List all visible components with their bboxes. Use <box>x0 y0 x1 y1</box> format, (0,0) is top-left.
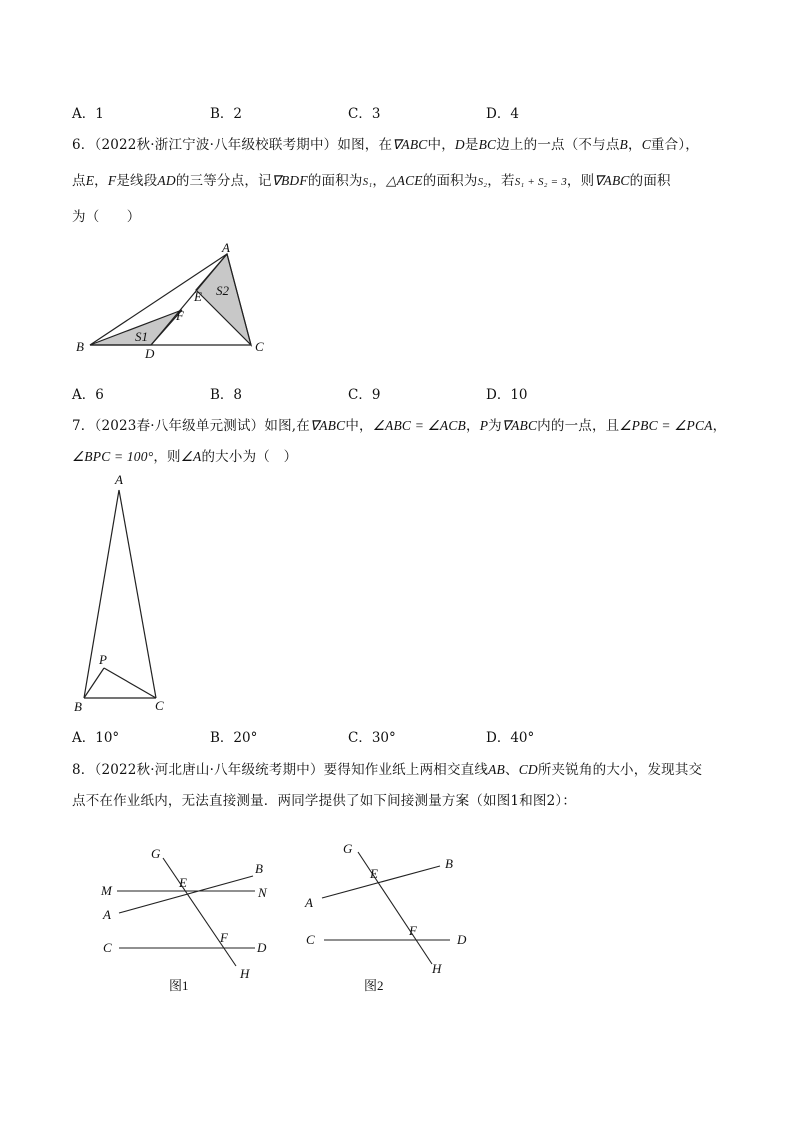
fig1-label-n: N <box>258 885 267 900</box>
q5-option-c: C．3 <box>348 106 381 122</box>
q7-stem-line1: 7．（2023春·八年级单元测试）如图,在∇ABC中，∠ABC = ∠ACB，P为∇ABC内的一点，且∠PBC = ∠PCA， <box>72 418 727 434</box>
q6-figure <box>70 240 280 365</box>
fig2-label-c: C <box>306 932 315 947</box>
q7-label-a: A <box>115 472 123 487</box>
q6-label-s2: S2 <box>216 283 229 298</box>
q6-option-d: D．10 <box>486 387 528 403</box>
q6-option-a: A．6 <box>72 387 104 403</box>
q6-stem-line3: 为（ ） <box>72 209 141 225</box>
fig2-label-d: D <box>457 932 467 947</box>
q7-label-c: C <box>155 698 164 713</box>
q8-stem-line2: 点不在作业纸内，无法直接测量．两同学提供了如下间接测量方案（如图1和图2）： <box>72 793 577 809</box>
q7-option-b: B．20° <box>210 730 258 746</box>
fig1-label-g: G <box>151 846 161 861</box>
fig2-caption: 图2 <box>364 978 384 993</box>
fig2-label-e: E <box>370 866 378 881</box>
q6-option-c: C．9 <box>348 387 381 403</box>
q6-label-f: F <box>176 308 184 323</box>
q7-option-a: A．10° <box>72 730 120 746</box>
q7-figure <box>70 470 180 720</box>
fig2-label-a: A <box>305 895 313 910</box>
q6-label-c: C <box>255 339 264 354</box>
fig1-label-e: E <box>179 875 187 890</box>
q7-stem-line2: ∠BPC = 100°，则∠A的大小为（ ） <box>72 449 298 465</box>
fig2-label-g: G <box>343 841 353 856</box>
q7-option-c: C．30° <box>348 730 396 746</box>
q6-stem-line1: 6．（2022秋·浙江宁波·八年级校联考期中）如图，在∇ABC中，D是BC边上的一点（不与点B，C重合）， <box>72 137 699 153</box>
fig1-label-h: H <box>240 966 250 981</box>
fig1-label-m: M <box>101 883 112 898</box>
fig1-caption: 图1 <box>169 978 189 993</box>
fig1-label-b: B <box>255 861 263 876</box>
q6-label-e: E <box>194 289 202 304</box>
q6-label-s1: S1 <box>135 329 148 344</box>
fig1-label-d: D <box>257 940 267 955</box>
q6-label-d: D <box>145 346 155 361</box>
q6-label-b: B <box>76 339 84 354</box>
q5-option-a: A．1 <box>72 106 104 122</box>
fig1-label-f: F <box>220 930 228 945</box>
q8-figure1 <box>95 838 285 1000</box>
q7-label-b: B <box>74 699 82 714</box>
q7-label-p: P <box>99 652 107 667</box>
fig2-label-f: F <box>409 923 417 938</box>
q5-option-d: D．4 <box>486 106 519 122</box>
fig2-label-b: B <box>445 856 453 871</box>
q8-figure2 <box>300 838 480 1000</box>
fig1-label-a: A <box>103 907 111 922</box>
fig1-label-c: C <box>103 940 112 955</box>
q6-stem-line2: 点E，F是线段AD的三等分点，记∇BDF的面积为S₁，△ACE的面积为S₂，若S₁ + S₂ = 3，则∇ABC的面积 <box>72 173 671 189</box>
q6-option-b: B．8 <box>210 387 243 403</box>
q7-option-d: D．40° <box>486 730 535 746</box>
fig2-label-h: H <box>432 961 442 976</box>
q5-option-b: B．2 <box>210 106 243 122</box>
q8-stem-line1: 8．（2022秋·河北唐山·八年级统考期中）要得知作业纸上两相交直线AB、CD所夹锐角的大小，发现其交 <box>72 762 703 778</box>
q6-label-a: A <box>222 240 230 255</box>
